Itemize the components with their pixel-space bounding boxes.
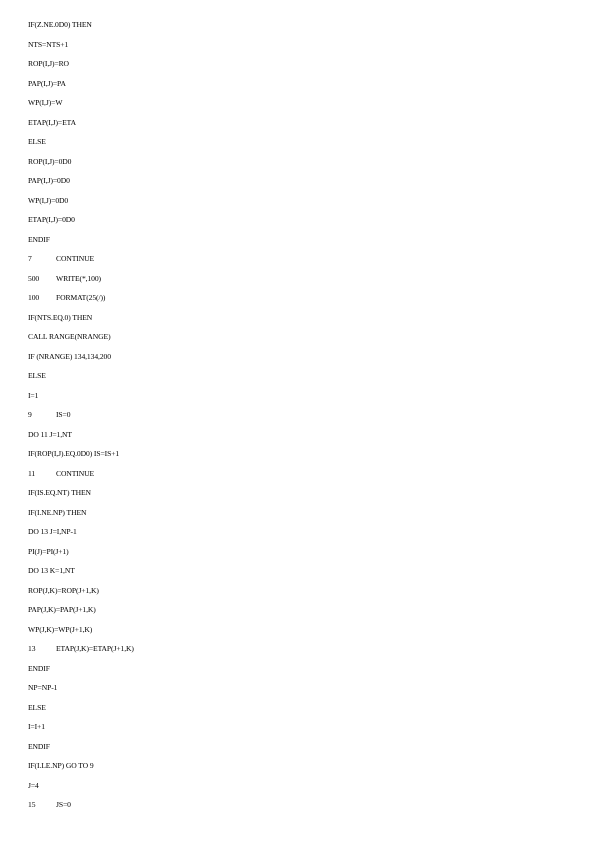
code-line	[28, 682, 134, 702]
code-statement: JS=0	[56, 800, 71, 809]
code-line	[28, 546, 134, 566]
code-line	[28, 448, 134, 468]
code-line	[28, 273, 134, 293]
statement-label: 500	[28, 273, 40, 283]
code-statement: IF(NTS.EQ.0) THEN	[28, 312, 93, 322]
code-statement: ROP(I,J)=RO	[28, 59, 69, 68]
code-line	[28, 97, 134, 117]
code-statement: WP(J,K)=WP(J+1,K)	[28, 624, 93, 634]
statement-label: 11	[28, 468, 36, 478]
statement-label: 100	[28, 293, 40, 302]
code-statement: NP=NP-1	[28, 683, 58, 692]
code-line	[28, 195, 134, 215]
code-statement: CONTINUE	[56, 468, 95, 478]
statement-label: 13	[28, 644, 36, 653]
code-statement: FORMAT(25(/))	[56, 293, 106, 302]
code-line	[28, 643, 134, 663]
code-line	[28, 702, 134, 722]
code-line	[28, 58, 134, 78]
code-line	[28, 663, 134, 683]
code-statement: ELSE	[28, 137, 46, 146]
code-statement: ETAP(J,K)=ETAP(J+1,K)	[56, 644, 134, 653]
code-line	[28, 487, 134, 507]
code-statement: ROP(I,J)=0D0	[28, 156, 72, 166]
statement-label: 15	[28, 800, 36, 809]
code-line	[28, 19, 134, 39]
code-line	[28, 117, 134, 137]
code-line	[28, 390, 134, 410]
code-line	[28, 78, 134, 98]
code-statement: WP(I,J)=W	[28, 98, 63, 107]
code-statement: J=4	[28, 780, 39, 790]
code-statement: ELSE	[28, 702, 46, 712]
code-line	[28, 39, 134, 59]
code-statement: IF(ROP(I,J).EQ.0D0) IS=IS+1	[28, 449, 120, 458]
code-statement: IF(Z.NE.0D0) THEN	[28, 20, 92, 29]
code-line	[28, 351, 134, 371]
code-statement: ENDIF	[28, 234, 50, 244]
code-statement: IF(IS.EQ.NT) THEN	[28, 488, 91, 497]
code-statement: PAP(I,J)=0D0	[28, 176, 70, 185]
code-line	[28, 780, 134, 800]
code-line	[28, 234, 134, 254]
code-line	[28, 370, 134, 390]
code-line	[28, 799, 134, 819]
code-statement: DO 13 K=1,NT	[28, 566, 75, 575]
code-statement: CALL RANGE(NRANGE)	[28, 332, 111, 341]
code-line	[28, 468, 134, 488]
code-statement: NTS=NTS+1	[28, 39, 69, 49]
code-line	[28, 429, 134, 449]
code-statement: IF (NRANGE) 134,134,200	[28, 351, 111, 361]
code-line	[28, 604, 134, 624]
code-line	[28, 156, 134, 176]
code-line	[28, 721, 134, 741]
code-statement: ELSE	[28, 371, 46, 380]
code-line	[28, 331, 134, 351]
code-statement: PI(J)=PI(J+1)	[28, 546, 69, 556]
code-line	[28, 526, 134, 546]
code-statement: WRITE(*,100)	[56, 273, 101, 283]
code-statement: ETAP(I,J)=0D0	[28, 215, 75, 224]
code-statement: I=I+1	[28, 722, 45, 731]
code-statement: ETAP(I,J)=ETA	[28, 117, 76, 127]
code-line	[28, 253, 134, 273]
code-statement: IS=0	[56, 410, 71, 419]
code-statement: CONTINUE	[56, 254, 95, 263]
code-line	[28, 585, 134, 605]
code-line	[28, 136, 134, 156]
code-statement: IF(I.NE.NP) THEN	[28, 507, 87, 517]
code-statement: ROP(J,K)=ROP(J+1,K)	[28, 585, 99, 595]
code-statement: PAP(I,J)=PA	[28, 78, 66, 88]
code-line	[28, 624, 134, 644]
statement-label: 7	[28, 254, 32, 263]
code-line	[28, 214, 134, 234]
code-line	[28, 565, 134, 585]
code-statement: IF(I.LE.NP) GO TO 9	[28, 761, 94, 770]
code-statement: WP(I,J)=0D0	[28, 195, 69, 205]
code-line	[28, 409, 134, 429]
statement-label: 9	[28, 410, 32, 419]
code-statement: ENDIF	[28, 663, 50, 673]
code-statement: ENDIF	[28, 741, 50, 751]
code-statement: PAP(J,K)=PAP(J+1,K)	[28, 605, 96, 614]
code-line	[28, 292, 134, 312]
code-line	[28, 760, 134, 780]
code-line	[28, 312, 134, 332]
code-statement: I=1	[28, 390, 39, 400]
fortran-code-listing	[28, 19, 134, 819]
code-statement: DO 13 J=I,NP-1	[28, 527, 77, 536]
code-line	[28, 507, 134, 527]
code-line	[28, 741, 134, 761]
code-line	[28, 175, 134, 195]
code-statement: DO 11 J=1,NT	[28, 429, 72, 439]
